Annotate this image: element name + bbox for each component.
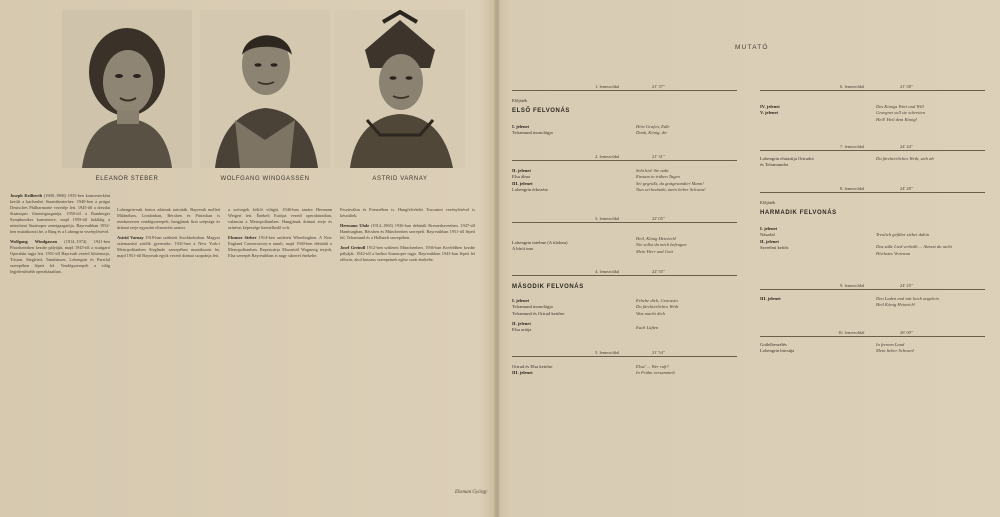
bio-name-steber: Eleanor Steber (228, 235, 257, 240)
index-quote: In fernem Land Mein lieber Schwan! (876, 342, 915, 354)
side-divider (760, 150, 985, 151)
portrait-astrid-varnay (335, 10, 465, 168)
bio-paragraph: Astrid Varnay 1918-ban született Stockholmban. Magyar származású szülők gyermeke. 1941-ben a New York-i Metropolitanben Sieglinde szerepében mutatkozott be, majd 1951-től Bayreuth egyik vezető drámai szopránja lett. (117, 235, 220, 258)
side-duration: 21' 54" (652, 350, 665, 355)
prelude-label: Előjáték (512, 98, 528, 103)
side-label: 7. lemezoldal (840, 144, 865, 149)
bio-paragraph: Lohengrin-nak fontos adatnak tartották. Bayreuth mellett Milánóban, Londonban, Bécsben és Párizsban is rendszeresen vendégszerepelt, hangjának lírai szépsége és drámai ereje egyaránt elismerést aratott. (117, 207, 220, 230)
bio-name-varnay: Astrid Varnay (117, 235, 144, 240)
caption-varnay: ASTRID VARNAY (372, 176, 428, 182)
page-fold (494, 0, 500, 517)
index-quote: Elsa! ... Wer ruft? In Frühn versammelt (636, 364, 675, 376)
side-divider (512, 275, 737, 276)
bio-paragraph: Wolfgang Windgassen (1914–1974) 1941-ben Pforzheimben kezdte pályáját, majd 1945-től a stuttgarti Operaház tagja lett. 1951-től Bayreuth vezető hőstenorja, Tristan, Siegfried, Tannhäuser, Lohengrin és Parsifal szerepében lépett fel. Vendégszerepelt a világ legjelentősebb operaházaiban. (10, 239, 110, 274)
side-duration: 21' 37" (652, 84, 665, 89)
index-quote: Des Königs Wort und Will Gesegnet soll sie schreiten Heil! Heil dem König! (876, 104, 925, 122)
bio-name-keilberth: Joseph Keilberth (10, 193, 43, 198)
index-entry: I. jelenet Telramund monológja (512, 124, 553, 136)
side-label: 8. lemezoldal (840, 186, 865, 191)
bio-column-3 (228, 207, 332, 507)
act-heading: MÁSODIK FELVONÁS (512, 284, 584, 290)
side-divider (760, 336, 985, 337)
side-duration: 22' 05" (652, 216, 665, 221)
index-entry: IV. jelenet V. jelenet (760, 104, 780, 116)
side-duration: 22' 55" (652, 269, 665, 274)
side-divider (760, 192, 985, 193)
side-label: 6. lemezoldal (840, 84, 865, 89)
side-duration: 26' 00" (900, 330, 913, 335)
index-quote: Heil, König Heinrich! Nie sollst du mich befragen Mein Herr und Gott (636, 236, 687, 254)
bio-paragraph: Josef Greindl 1912-ben született Münchenben. 1936-ban Krefeldben kezdte pályáját. 1942-től a berlini Staatsoper tagja. Bayreuthban 1943-ban lépett fel először, ahol basszus szerepeinek egész sorát énekelte. (340, 245, 475, 262)
bio-name-greindl: Josef Greindl (340, 245, 366, 250)
index-entry: I. jelenet Telramund monológja Telramund és Ortrud kettőse II. jelenet Elsa ariája (512, 298, 565, 333)
side-label: 2. lemezoldal (595, 154, 620, 159)
caption-steber: ELEANOR STEBER (95, 176, 159, 182)
portrait-wolfgang-windgassen (200, 10, 330, 168)
side-label: 1. lemezoldal (595, 84, 620, 89)
caption-windgassen: WOLFGANG WINDGASSEN (220, 176, 310, 182)
index-quote: Erhebe dich, Genossin Du fürchterliches Weib Was macht dich Euch Lüften (636, 298, 679, 330)
index-title: MUTATÓ (735, 44, 769, 51)
index-entry: I. jelenet Nászdal II. jelenet Szerelmi kettős (760, 226, 789, 250)
prelude-label: Előjáték (760, 200, 776, 205)
bio-paragraph: Eleanor Steber 1914-ben született Wheelingben. A New England Conservatory-n tanult, majd 1940-ben debütált a Metropolitanben. Repertoárja Mozarttól Wagnerig terjedt, Elsa szerepét Bayreuthban is nagy sikerrel énekelte. (228, 235, 332, 258)
bio-name-windgassen: Wolfgang Windgassen (10, 239, 57, 244)
side-duration: 21' 31" (652, 154, 665, 159)
side-divider (512, 222, 737, 223)
side-duration: 24' 28" (900, 186, 913, 191)
side-duration: 21' 58" (900, 84, 913, 89)
index-entry: II. jelenet Elsa álma III. jelenet Lohengrin érkezése (512, 168, 549, 192)
index-quote: Du fürchterliches Weib, steh ab (876, 156, 934, 161)
signature: Ehsman György (455, 490, 488, 495)
index-quote: Seht hin! Sie naht Einsam in trüben Tagen Sei gegrüßt, du gottgesandter Mann! Nun sei bedankt, mein lieber Schwan! (636, 168, 706, 192)
side-divider (760, 90, 985, 91)
index-entry: III. jelenet (760, 296, 781, 301)
side-divider (512, 356, 737, 357)
index-entry: Grálelbeszélés Lohengrin búcsúja (760, 342, 795, 354)
bio-column-4 (340, 207, 475, 487)
bio-paragraph: Joseph Keilberth (1908–1968) 1935-ben karmesterként került a karlsruhei Staatstheaterhez. 1940-ben a prágai Deutsches Philharmonie vezetője lett. 1945-től a drezdai Staatsoper főzeneigazgatója, 1950-től a Bamberger Symphoniker karmestere, majd 1959-től haláláig a müncheni Staatsoper zeneigazgatója. Bayreuthban 1952-ben mutatkozott be, a Ring és a Lohengrin vezénylésével. (10, 193, 110, 234)
bio-column-1 (10, 193, 110, 513)
side-divider (760, 289, 985, 290)
bio-paragraph: Fesztiválon és Firenzében is. Hangfelvételei Toscanini vezényletével is készültek. (340, 207, 475, 218)
side-label: 5. lemezoldal (595, 350, 620, 355)
index-entry: Lohengrin intelme (A tilalom) A bírói ima (512, 240, 568, 252)
side-divider (512, 90, 737, 91)
act-heading: HARMADIK FELVONÁS (760, 210, 837, 216)
index-entry: Ortrud és Elsa kettőse III. jelenet (512, 364, 553, 376)
index-entry: Lohengrin elutasítja Ortrudot és Telramundot (760, 156, 814, 168)
side-label: 10. lemezoldal (838, 330, 865, 335)
side-duration: 24' 44" (900, 144, 913, 149)
index-quote: Treulich geführt ziehet dahin Das süße Lied verhallt ... Atmest du nicht Höchstes Vertraun (876, 232, 952, 256)
side-label: 3. lemezoldal (595, 216, 620, 221)
bio-column-2 (117, 207, 220, 507)
side-label: 9. lemezoldal (840, 283, 865, 288)
act-heading: ELSŐ FELVONÁS (512, 108, 571, 114)
side-duration: 24' 25" (900, 283, 913, 288)
bio-paragraph: Hermann Uhde (1914–1965) 1936-ban debütált Bremerhavenben. 1947-től Hamburgban, Bécsben és Münchenben szerepelt. Bayreuthban 1951-től lépett fel, Telramund és a Hollandi szerepében. (340, 223, 475, 240)
side-label: 4. lemezoldal (595, 269, 620, 274)
index-quote: Den Laden mal mir hoch angelein Heil König Heinrich! (876, 296, 939, 308)
index-quote: Hört Grafen, Edle Dank, König, dir (636, 124, 670, 136)
bio-paragraph: a szövegek költői világát. 1946-ban tanára Hermann Weigert lett. Énekelt Európa vezető operaházaiban, valamint a Metropolitanben. Hangjának drámai ereje és színészi képessége kiemelkedő volt. (228, 207, 332, 230)
side-divider (512, 160, 737, 161)
bio-name-uhde: Hermann Uhde (340, 223, 370, 228)
portrait-eleanor-steber (62, 10, 192, 168)
